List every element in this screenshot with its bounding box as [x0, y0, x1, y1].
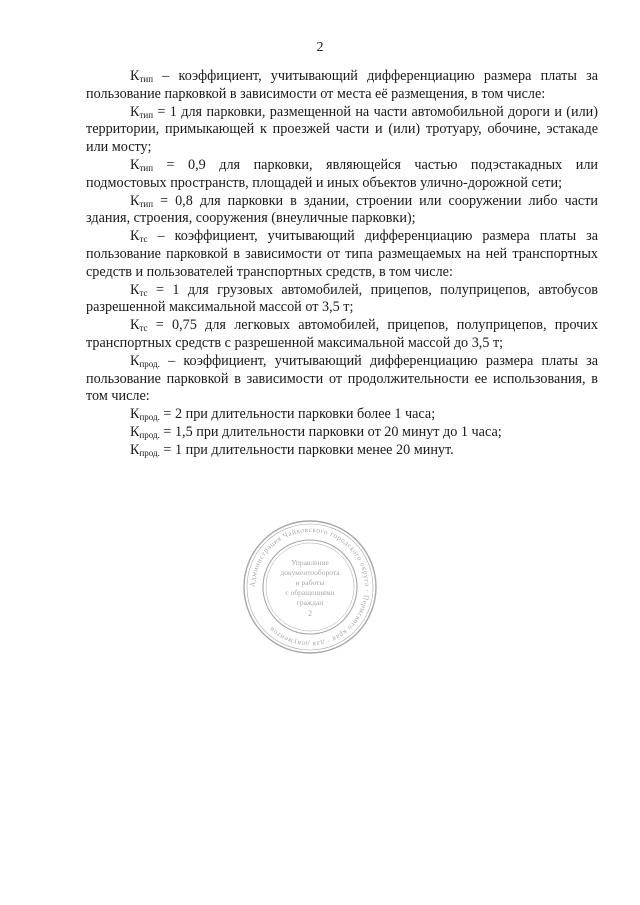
coef-subscript: прод.: [139, 412, 160, 423]
paragraph-k-tip-0-8: [86, 193, 598, 229]
coef-subscript: прод.: [139, 358, 160, 369]
coef-subscript: прод.: [139, 429, 160, 440]
stamp-line: граждан: [296, 598, 324, 607]
coef-subscript: тс: [139, 287, 148, 298]
stamp-number: 2: [308, 609, 312, 618]
paragraph-text: – коэффициент, учитывающий дифференциацию размера платы за пользование парковкой в зависимости от места её размещения, в том числе:: [86, 68, 598, 102]
coef-subscript: прод.: [139, 447, 160, 458]
coef-subscript: тип: [139, 162, 154, 173]
paragraph-text: = 2 при длительности парковки более 1 часа;: [159, 406, 436, 423]
coef-symbol: К: [130, 441, 140, 458]
stamp-line: документооборота: [280, 568, 340, 577]
paragraph-text: – коэффициент, учитывающий дифференциацию размера платы за пользование парковкой в зависимости от типа размещаемых на ней транспортных средств и пользователей транспортных средств, в том числе:: [86, 228, 598, 280]
document-body: [86, 68, 598, 460]
coef-subscript: тип: [139, 109, 154, 120]
coef-symbol: К: [130, 406, 140, 423]
coef-symbol: К: [130, 192, 140, 209]
coef-subscript: тс: [139, 234, 148, 245]
paragraph-k-ts-definition: [86, 228, 598, 281]
coef-subscript: тс: [139, 323, 148, 334]
coef-symbol: К: [130, 103, 140, 120]
paragraph-text: = 1,5 при длительности парковки от 20 минут до 1 часа;: [159, 423, 502, 440]
paragraph-text: = 1 для парковки, размещенной на части автомобильной дороги и (или) территории, примыкающей к проезжей части и (или) тротуару, обочине, эстакаде или мосту;: [86, 103, 598, 156]
paragraph-k-prod-2: [86, 406, 598, 424]
paragraph-text: = 0,9 для парковки, являющейся частью подэстакадных или подмостовых пространств, площадей и иных объектов улично-дорожной сети;: [86, 156, 598, 191]
paragraph-k-prod-1-5: [86, 424, 598, 442]
paragraph-text: – коэффициент, учитывающий дифференциацию размера платы за пользование парковкой в зависимости от продолжительности ее использования, в том числе:: [86, 352, 598, 405]
coef-symbol: К: [130, 352, 140, 369]
svg-text:Администрация Чайковского горо: [249, 526, 371, 648]
coef-subscript: тип: [139, 198, 154, 209]
paragraph-k-prod-definition: [86, 353, 598, 406]
stamp-line: Управление: [291, 558, 329, 567]
page-number: 2: [316, 40, 324, 55]
paragraph-k-tip-1: [86, 104, 598, 157]
paragraph-k-tip-definition: [86, 68, 598, 104]
paragraph-k-ts-0-75: [86, 317, 598, 353]
paragraph-k-tip-0-9: [86, 157, 598, 193]
paragraph-text: = 0,8 для парковки в здании, строении или сооружении либо части здания, строения, сооружения (внеуличные парковки);: [86, 192, 598, 227]
paragraph-text: = 0,75 для легковых автомобилей, прицепов, полуприцепов, прочих транспортных средств с разрешенной максимальной массой до 3,5 т;: [86, 317, 598, 351]
stamp-line: с обращениями: [285, 588, 335, 597]
paragraph-k-ts-1: [86, 282, 598, 318]
coef-symbol: К: [130, 423, 140, 440]
stamp-outer-text: Администрация Чайковского городского округа · Пермского края · для документов: [248, 525, 372, 649]
coef-symbol: К: [130, 317, 140, 334]
paragraph-k-prod-1: [86, 442, 598, 460]
coef-symbol: К: [130, 281, 140, 298]
coef-subscript: тип: [139, 74, 154, 84]
paragraph-text: = 1 для грузовых автомобилей, прицепов, полуприцепов, автобусов разрешенной максимальной массой от 3,5 т;: [86, 281, 598, 316]
coef-symbol: К: [130, 228, 140, 245]
official-stamp: [242, 519, 378, 655]
coef-symbol: К: [130, 156, 140, 173]
paragraph-text: = 1 при длительности парковки менее 20 минут.: [159, 441, 454, 458]
coef-symbol: К: [130, 68, 140, 84]
stamp-line: и работы: [295, 578, 325, 587]
